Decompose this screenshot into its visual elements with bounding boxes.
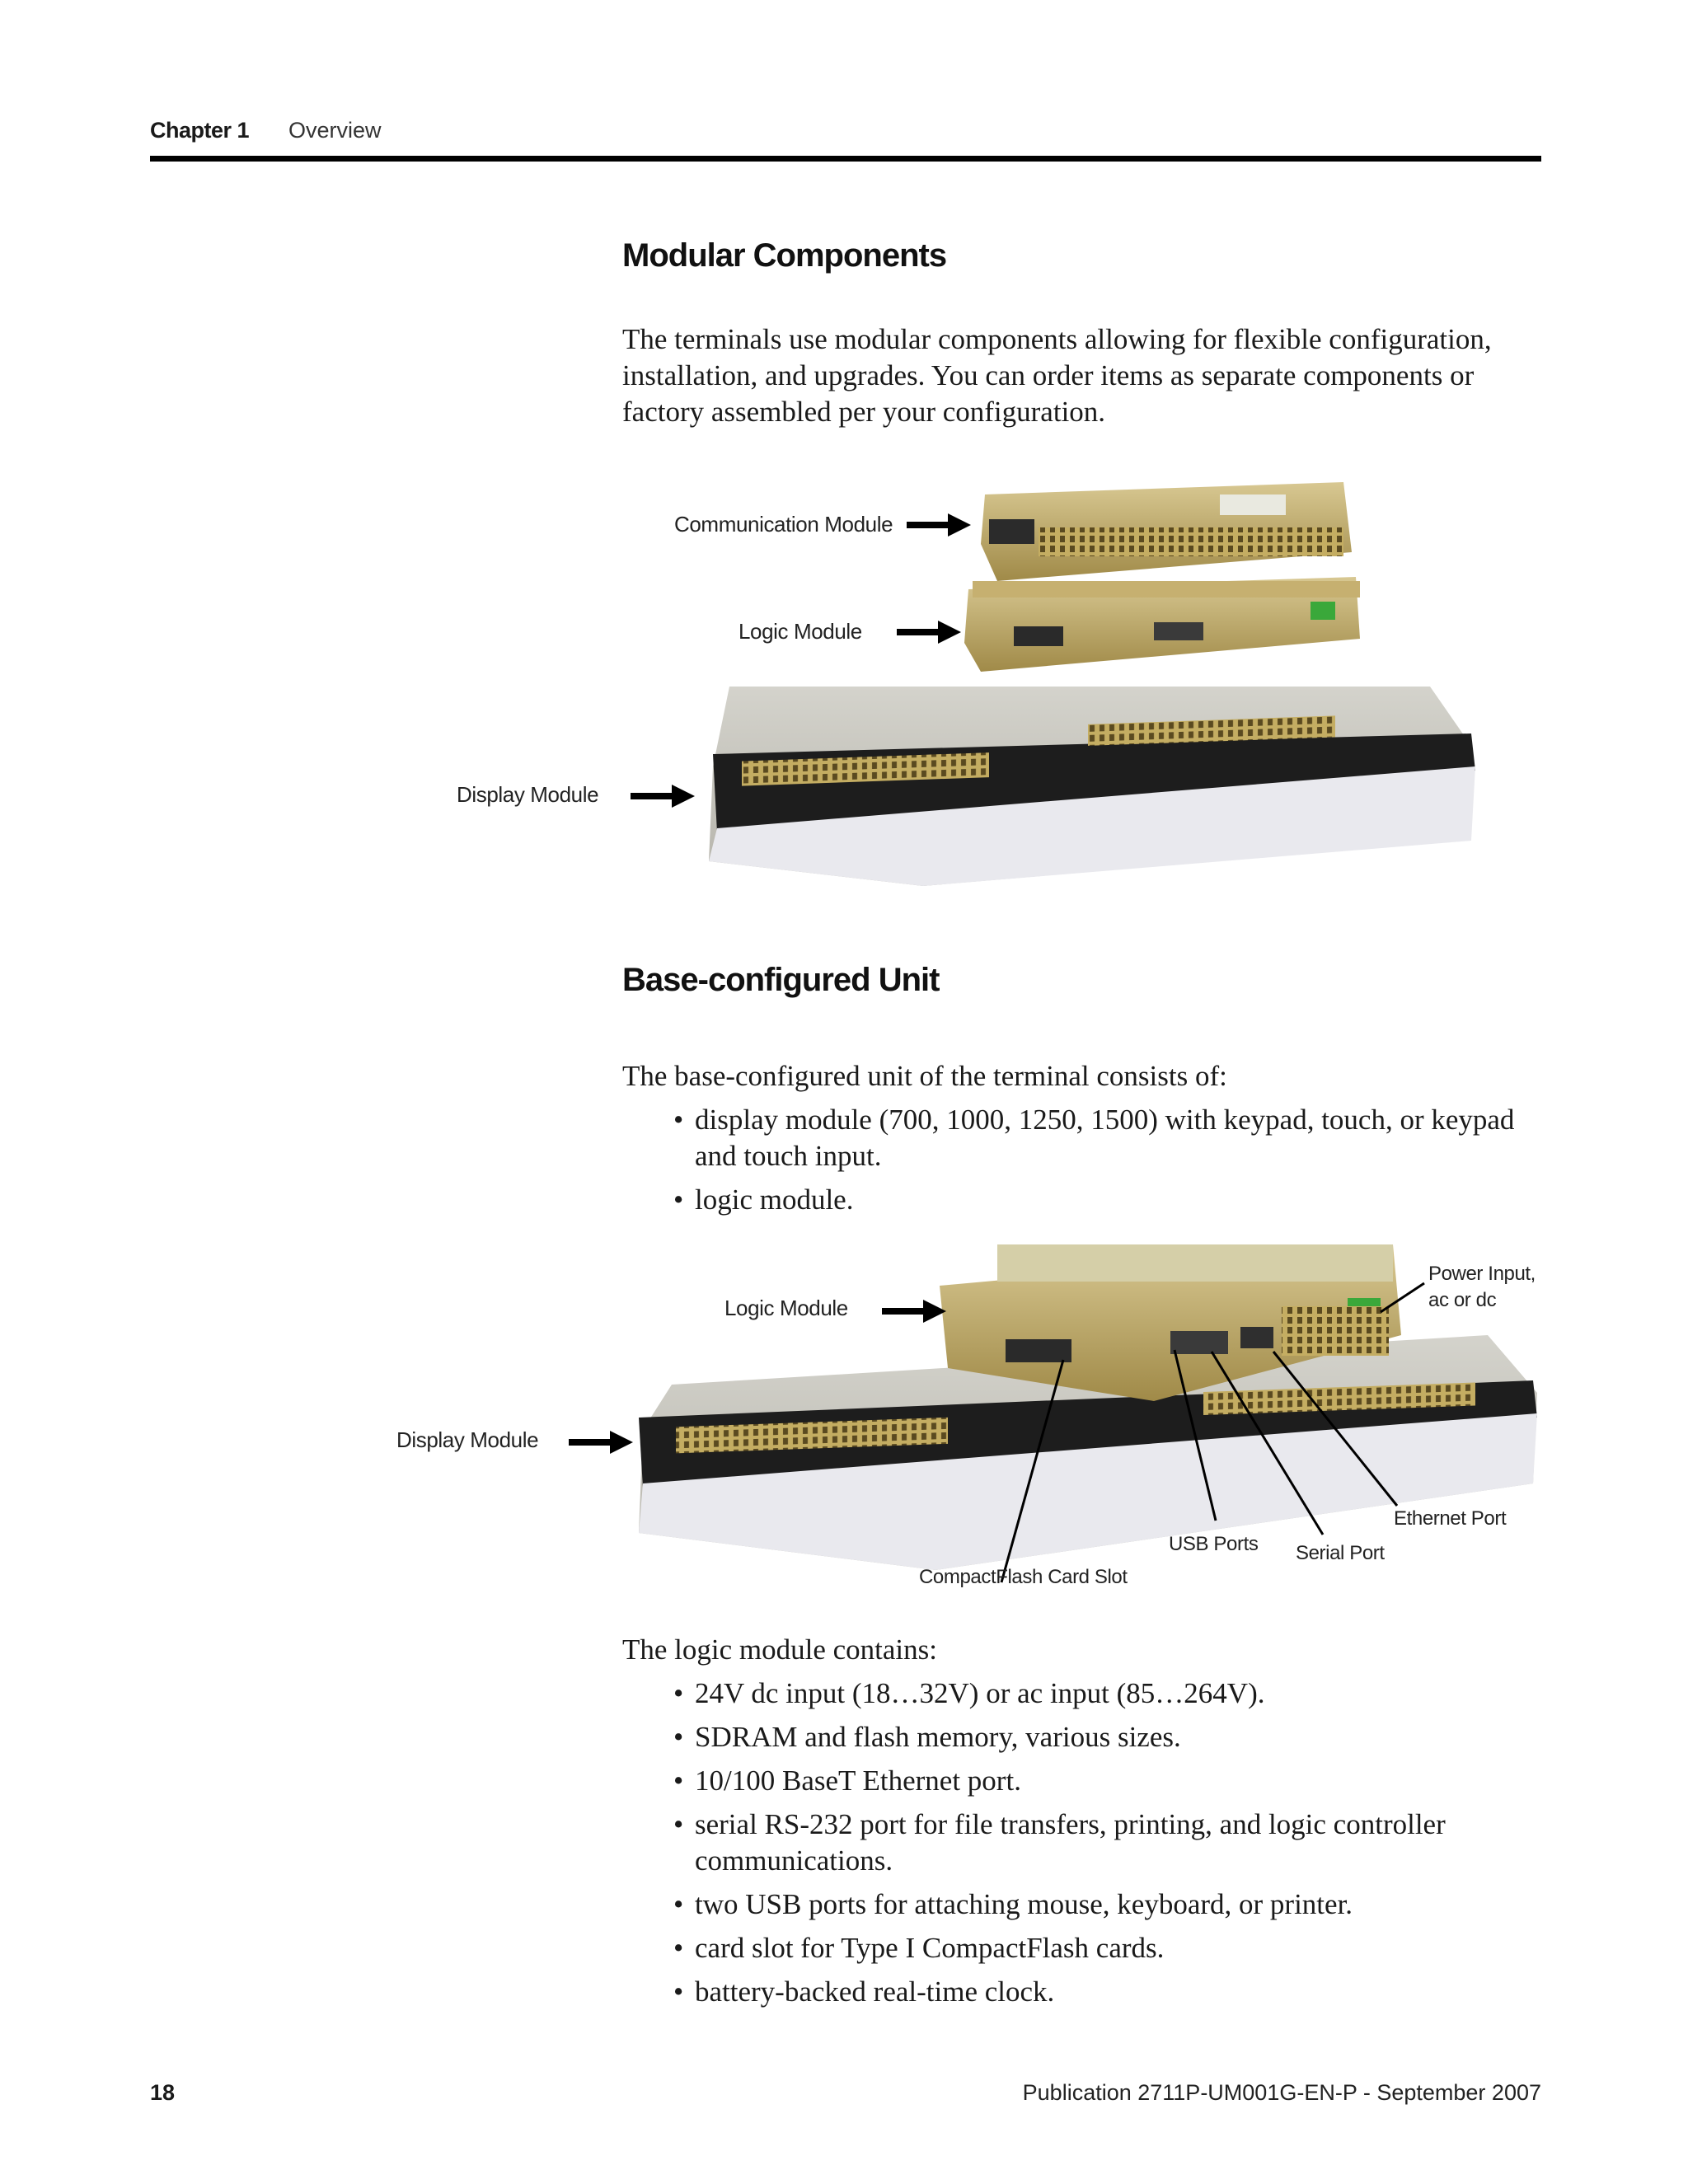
logic-module-intro: The logic module contains:	[622, 1633, 937, 1666]
list-item: • battery-backed real-time clock.	[673, 1974, 1547, 2010]
modular-components-heading: Modular Components	[622, 237, 947, 274]
callout-power-input-line2: ac or dc	[1428, 1289, 1497, 1311]
base-configured-intro: The base-configured unit of the terminal consists of:	[622, 1060, 1227, 1092]
list-item: • two USB ports for attaching mouse, keyboard, or printer.	[673, 1886, 1547, 1923]
list-item: • 10/100 BaseT Ethernet port.	[673, 1763, 1547, 1799]
base-configured-heading: Base-configured Unit	[622, 962, 940, 998]
callout-power-input	[1428, 1261, 1536, 1314]
callout-power-input-line1: Power Input,	[1428, 1263, 1536, 1285]
list-item: • 24V dc input (18…32V) or ac input (85…264V).	[673, 1675, 1547, 1712]
modular-components-paragraph: The terminals use modular components allowing for flexible configuration, installation, and upgrades. You can order items as separate components or factory assembled per your configuration.	[622, 323, 1492, 428]
callout-display-module-2: Display Module	[396, 1427, 539, 1452]
callout-ethernet-port: Ethernet Port	[1394, 1507, 1507, 1530]
chapter-label: Chapter 1	[150, 118, 250, 143]
publication-info: Publication 2711P-UM001G-EN-P - September 2007	[1022, 2080, 1541, 2105]
arrow-display-icon	[569, 1431, 633, 1454]
callout-serial-port: Serial Port	[1296, 1542, 1385, 1564]
list-item: • card slot for Type I CompactFlash cards.	[673, 1930, 1547, 1966]
callout-logic-module-2: Logic Module	[724, 1296, 848, 1320]
callout-usb-ports: USB Ports	[1169, 1533, 1259, 1555]
list-item: • serial RS-232 port for file transfers, printing, and logic controller communications.	[673, 1807, 1547, 1879]
list-item: • logic module.	[673, 1182, 1547, 1218]
list-item: • display module (700, 1000, 1250, 1500) with keypad, touch, or keypad and touch input.	[673, 1102, 1547, 1174]
callout-compactflash-slot: CompactFlash Card Slot	[919, 1566, 1128, 1588]
arrow-logic-icon	[882, 1300, 946, 1323]
section-label: Overview	[288, 118, 382, 143]
callout-display-module: Display Module	[457, 782, 599, 807]
list-item: • SDRAM and flash memory, various sizes.	[673, 1719, 1547, 1755]
callout-logic-module: Logic Module	[738, 619, 862, 644]
page-number: 18	[150, 2080, 176, 2105]
logic-module-list	[673, 1675, 1547, 2018]
callout-communication-module: Communication Module	[674, 512, 893, 537]
